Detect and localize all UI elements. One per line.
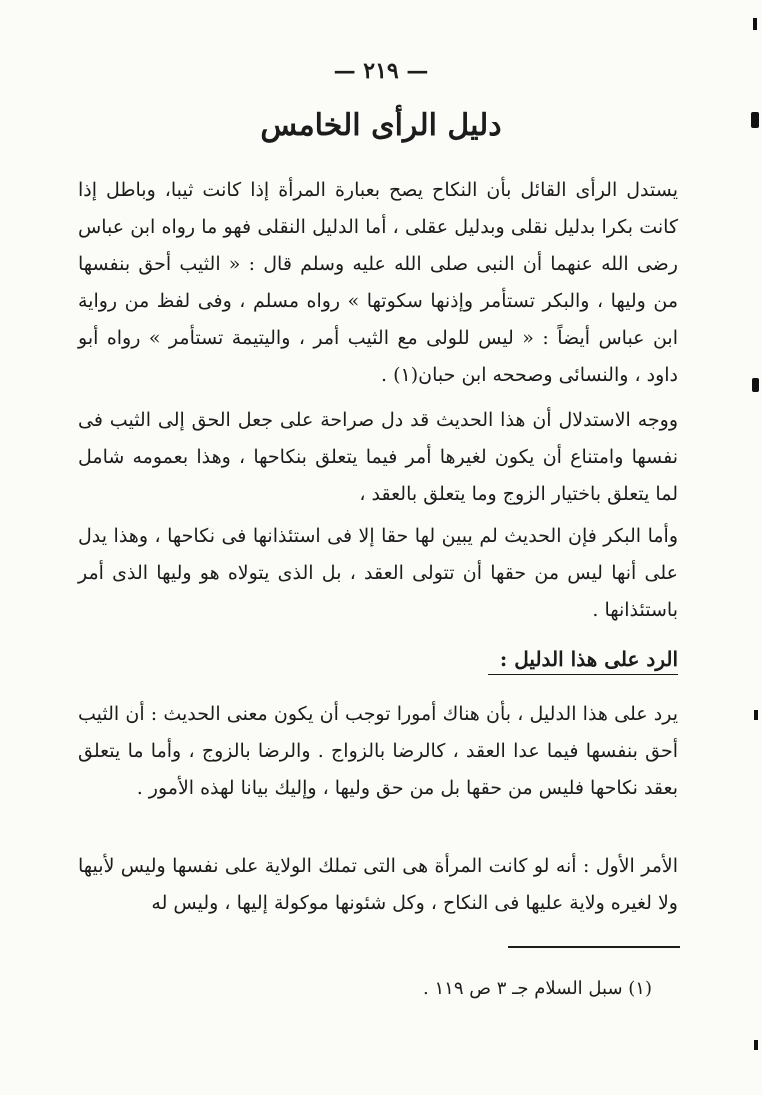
paragraph-text: ووجه الاستدلال أن هذا الحديث قد دل صراحة على جعل الحق إلى الثيب فى نفسها وامتناع أن يكون لغيرها أمر فيما يتعلق بنكاحها ، وهذا بعمومه شامل لما يتعلق باختيار الزوج وما يتعلق بالعقد ، xyxy=(78,409,678,505)
page-number: — ٢١٩ — xyxy=(333,58,429,84)
paragraph-2 xyxy=(78,402,678,513)
section-heading: دليل الرأى الخامس xyxy=(260,108,502,143)
scan-mark xyxy=(754,710,758,720)
paragraph-4 xyxy=(78,696,678,807)
scan-mark xyxy=(751,112,759,128)
footnote: (١) سبل السلام جـ ٣ ص ١١٩ . xyxy=(423,978,652,999)
paragraph-text: يستدل الرأى القائل بأن النكاح يصح بعبارة المرأة إذا كانت ثيبا، وباطل إذا كانت بكرا بدليل نقلى وبدليل عقلى ، أما الدليل النقلى فهو ما رواه ابن عباس رضى الله عنهما أن النبى صلى الله عليه وسلم قال : « الثيب أحق بنفسها من وليها ، والبكر تستأمر وإذنها سكوتها » رواه مسلم ، وفى لفظ من رواية ابن عباس أيضاً : « ليس للولى مع الثيب أمر ، واليتيمة تستأمر » رواه أبو داود ، والنسائى وصححه ابن حبان(١) . xyxy=(78,179,678,386)
footnote-separator xyxy=(508,946,680,948)
scan-mark xyxy=(753,18,757,30)
paragraph-text: الأمر الأول : أنه لو كانت المرأة هى التى تملك الولاية على نفسها وليس لأبيها ولا لغيره ولاية عليها فى النكاح ، وكل شئونها موكولة إليها ، وليس له xyxy=(78,855,678,914)
scan-mark xyxy=(754,1040,758,1050)
paragraph-text: يرد على هذا الدليل ، بأن هناك أمورا توجب أن يكون معنى الحديث : أن الثيب أحق بنفسها فيما عدا العقد ، كالرضا بالزواج . والرضا بالزوج ، وأما ما يتعلق بعقد نكاحها فليس من حقها بل من حق وليها ، وإليك بيانا لهذه الأمور . xyxy=(78,703,678,799)
scan-mark xyxy=(752,378,759,392)
subheading-rebuttal: الرد على هذا الدليل : xyxy=(488,647,678,675)
paragraph-text: وأما البكر فإن الحديث لم يبين لها حقا إلا فى استئذانها فى نكاحها ، وهذا يدل على أنها ليس من حقها أن تتولى العقد ، بل الذى يتولاه هو وليها الذى أمر باستئذانها . xyxy=(78,525,678,621)
paragraph-5 xyxy=(78,848,678,922)
paragraph-1 xyxy=(78,172,678,394)
paragraph-3 xyxy=(78,518,678,629)
